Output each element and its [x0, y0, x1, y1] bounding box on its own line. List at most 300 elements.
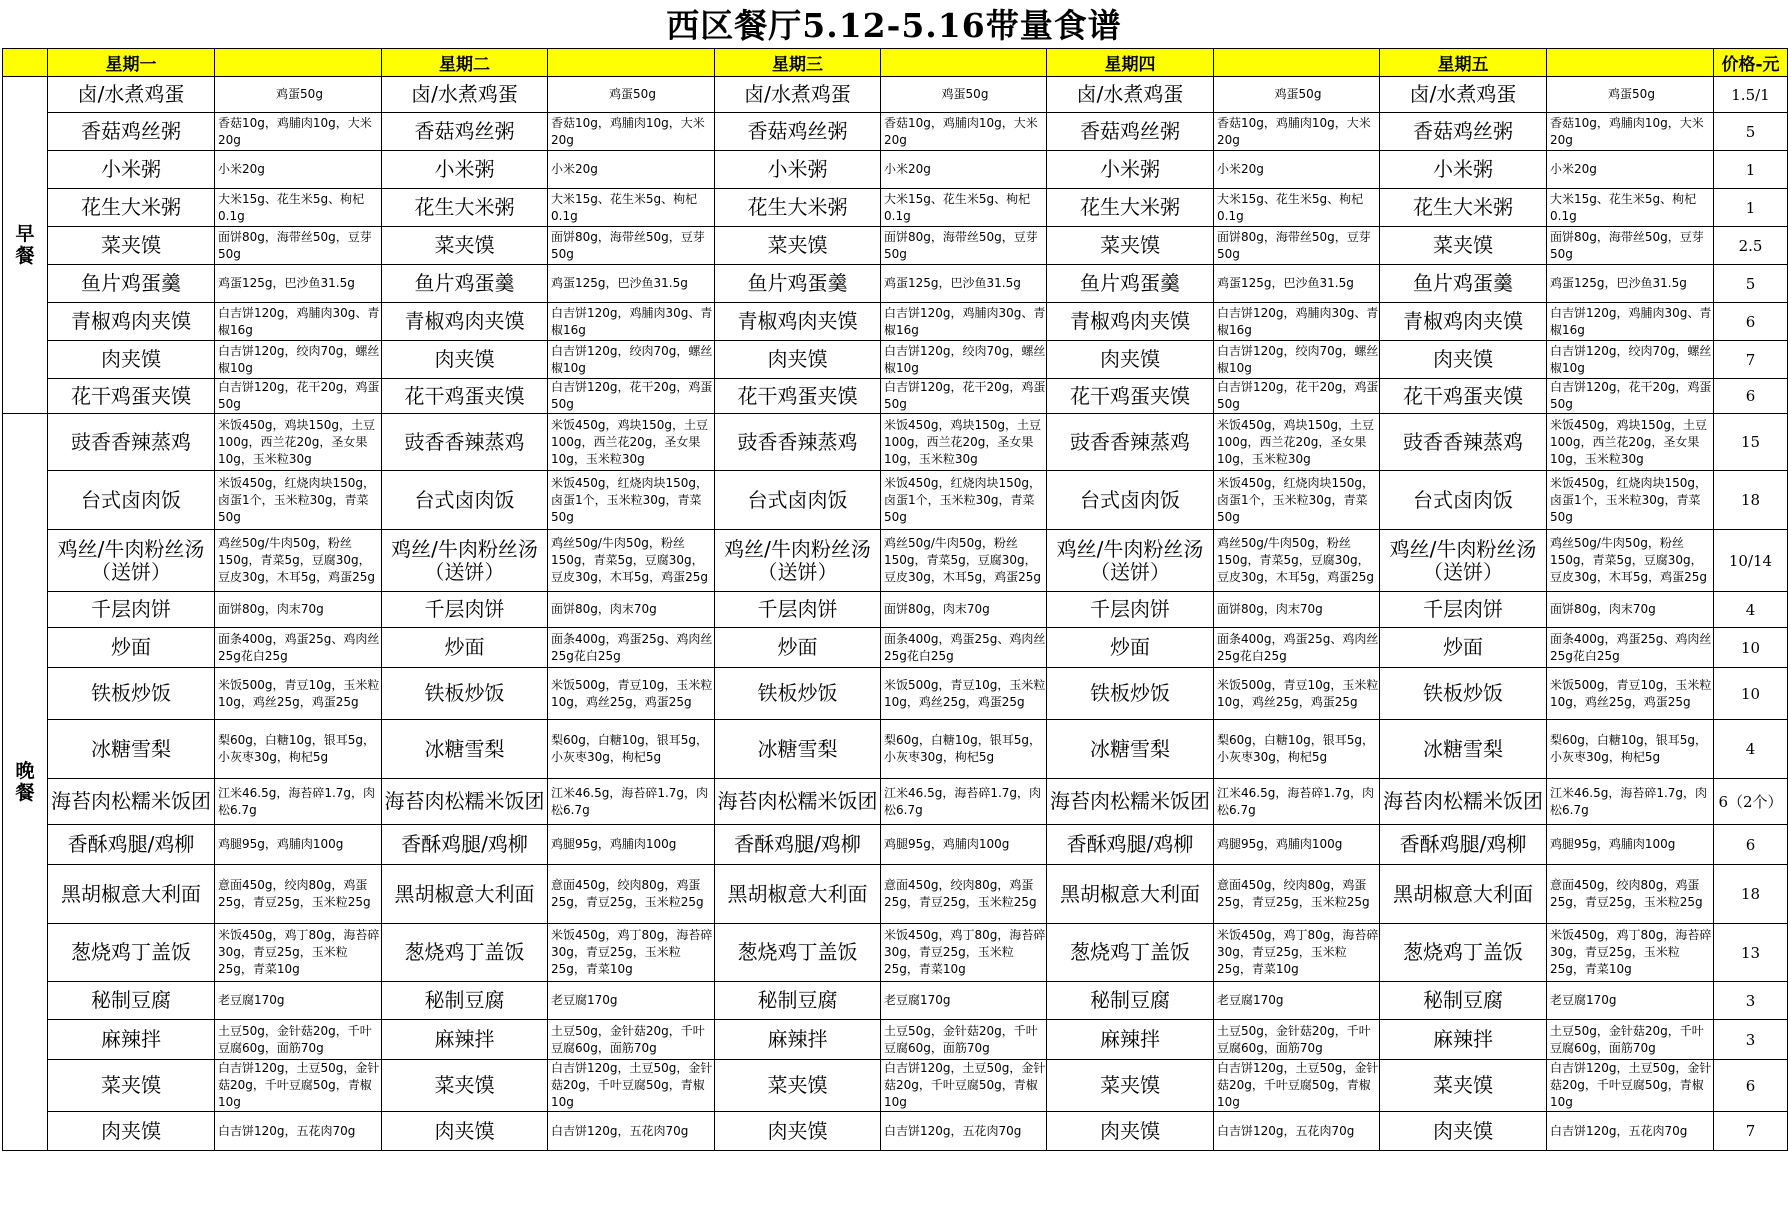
ingredient-cell[interactable]: 白吉饼120g，土豆50g，金针菇20g，千叶豆腐50g，青椒10g: [881, 1060, 1047, 1112]
dish-cell[interactable]: 香酥鸡腿/鸡柳: [715, 825, 881, 865]
menu-row: [3, 530, 1788, 592]
dish-cell[interactable]: 小米粥: [48, 151, 215, 189]
ingredient-cell[interactable]: 小米20g: [1547, 151, 1714, 189]
menu-row: [3, 924, 1788, 982]
dish-cell[interactable]: 铁板炒饭: [1380, 668, 1547, 720]
menu-row: [3, 592, 1788, 628]
dish-cell[interactable]: 黑胡椒意大利面: [382, 865, 548, 924]
ingredient-cell[interactable]: 白吉饼120g，五花肉70g: [548, 1112, 715, 1151]
ingredient-cell[interactable]: 大米15g、花生米5g、枸杞0.1g: [1547, 189, 1714, 227]
ingredient-cell[interactable]: 白吉饼120g，五花肉70g: [215, 1112, 382, 1151]
header-ingredient-cell[interactable]: [548, 49, 715, 77]
dish-cell[interactable]: 花生大米粥: [382, 189, 548, 227]
ingredient-cell[interactable]: 鸡腿95g，鸡脯肉100g: [1547, 825, 1714, 865]
dish-cell[interactable]: 海苔肉松糯米饭团: [48, 779, 215, 825]
ingredient-cell[interactable]: 鸡蛋50g: [215, 77, 382, 113]
ingredient-cell[interactable]: 白吉饼120g，绞肉70g，螺丝椒10g: [548, 341, 715, 379]
ingredient-cell[interactable]: 米饭450g，红烧肉块150g，卤蛋1个，玉米粒30g，青菜50g: [881, 471, 1047, 530]
ingredient-cell[interactable]: 小米20g: [881, 151, 1047, 189]
dish-cell[interactable]: 菜夹馍: [715, 227, 881, 265]
dish-cell[interactable]: 香酥鸡腿/鸡柳: [1047, 825, 1214, 865]
ingredient-cell[interactable]: 意面450g，绞肉80g，鸡蛋25g，青豆25g，玉米粒25g: [548, 865, 715, 924]
price-cell[interactable]: 5: [1714, 265, 1788, 303]
ingredient-cell[interactable]: 白吉饼120g，绞肉70g，螺丝椒10g: [215, 341, 382, 379]
dish-cell[interactable]: 黑胡椒意大利面: [715, 865, 881, 924]
ingredient-cell[interactable]: 鸡蛋125g，巴沙鱼31.5g: [881, 265, 1047, 303]
ingredient-cell[interactable]: 意面450g，绞肉80g，鸡蛋25g，青豆25g，玉米粒25g: [215, 865, 382, 924]
price-cell[interactable]: 3: [1714, 1020, 1788, 1060]
ingredient-cell[interactable]: 白吉饼120g，鸡脯肉30g、青椒16g: [215, 303, 382, 341]
price-cell[interactable]: 6: [1714, 379, 1788, 414]
dish-cell[interactable]: 葱烧鸡丁盖饭: [1380, 924, 1547, 982]
ingredient-cell[interactable]: 香菇10g，鸡脯肉10g，大米20g: [548, 113, 715, 151]
price-cell[interactable]: 7: [1714, 341, 1788, 379]
dish-cell[interactable]: 黑胡椒意大利面: [1380, 865, 1547, 924]
ingredient-cell[interactable]: 白吉饼120g，花干20g，鸡蛋50g: [215, 379, 382, 414]
dish-cell[interactable]: 秘制豆腐: [715, 982, 881, 1020]
price-cell[interactable]: 18: [1714, 471, 1788, 530]
ingredient-cell[interactable]: 米饭450g，鸡丁80g，海苔碎30g，青豆25g，玉米粒25g，青菜10g: [1547, 924, 1714, 982]
ingredient-cell[interactable]: 鸡蛋125g，巴沙鱼31.5g: [215, 265, 382, 303]
dish-cell[interactable]: 青椒鸡肉夹馍: [1047, 303, 1214, 341]
dish-cell[interactable]: 海苔肉松糯米饭团: [1380, 779, 1547, 825]
dish-cell[interactable]: 肉夹馍: [1047, 341, 1214, 379]
ingredient-cell[interactable]: 老豆腐170g: [1547, 982, 1714, 1020]
ingredient-cell[interactable]: 面饼80g，肉末70g: [1547, 592, 1714, 628]
meal-label-breakfast[interactable]: [3, 77, 48, 414]
price-cell[interactable]: 10: [1714, 628, 1788, 668]
ingredient-cell[interactable]: 鸡丝50g/牛肉50g，粉丝150g，青菜5g，豆腐30g，豆皮30g，木耳5g，鸡蛋25g: [215, 530, 382, 592]
dish-cell[interactable]: 鸡丝/牛肉粉丝汤（送饼）: [48, 530, 215, 592]
ingredient-cell[interactable]: 梨60g，白糖10g，银耳5g，小灰枣30g，枸杞5g: [215, 720, 382, 779]
ingredient-cell[interactable]: 鸡腿95g，鸡脯肉100g: [548, 825, 715, 865]
ingredient-cell[interactable]: 白吉饼120g，五花肉70g: [1547, 1112, 1714, 1151]
dish-cell[interactable]: 小米粥: [715, 151, 881, 189]
meal-label-char: 晚: [15, 760, 35, 782]
dish-cell[interactable]: 香酥鸡腿/鸡柳: [382, 825, 548, 865]
ingredient-cell[interactable]: 梨60g，白糖10g，银耳5g，小灰枣30g，枸杞5g: [881, 720, 1047, 779]
ingredient-cell[interactable]: 米饭450g，鸡块150g，土豆100g，西兰花20g，圣女果10g，玉米粒30g: [548, 414, 715, 471]
ingredient-cell[interactable]: 米饭450g，鸡丁80g，海苔碎30g，青豆25g，玉米粒25g，青菜10g: [215, 924, 382, 982]
dish-cell[interactable]: 千层肉饼: [1380, 592, 1547, 628]
menu-row: [3, 341, 1788, 379]
ingredient-cell[interactable]: 面条400g，鸡蛋25g、鸡肉丝25g花白25g: [215, 628, 382, 668]
ingredient-cell[interactable]: 香菇10g，鸡脯肉10g，大米20g: [1547, 113, 1714, 151]
dish-cell[interactable]: 葱烧鸡丁盖饭: [48, 924, 215, 982]
dish-cell[interactable]: 台式卤肉饭: [1047, 471, 1214, 530]
dish-cell[interactable]: 花干鸡蛋夹馍: [715, 379, 881, 414]
meal-label-char: 餐: [15, 782, 35, 804]
dish-cell[interactable]: 菜夹馍: [48, 227, 215, 265]
menu-row: [3, 303, 1788, 341]
dish-cell[interactable]: 葱烧鸡丁盖饭: [715, 924, 881, 982]
ingredient-cell[interactable]: 白吉饼120g，花干20g，鸡蛋50g: [1214, 379, 1380, 414]
dish-cell[interactable]: 肉夹馍: [1380, 1112, 1547, 1151]
dish-cell[interactable]: 炒面: [48, 628, 215, 668]
ingredient-cell[interactable]: 梨60g，白糖10g，银耳5g，小灰枣30g，枸杞5g: [548, 720, 715, 779]
ingredient-cell[interactable]: 面条400g，鸡蛋25g、鸡肉丝25g花白25g: [548, 628, 715, 668]
meal-label-char: 餐: [15, 245, 35, 267]
ingredient-cell[interactable]: 老豆腐170g: [881, 982, 1047, 1020]
dish-cell[interactable]: 铁板炒饭: [382, 668, 548, 720]
dish-cell[interactable]: 黑胡椒意大利面: [48, 865, 215, 924]
price-cell[interactable]: 18: [1714, 865, 1788, 924]
dish-cell[interactable]: 鱼片鸡蛋羹: [715, 265, 881, 303]
ingredient-cell[interactable]: 白吉饼120g，花干20g，鸡蛋50g: [548, 379, 715, 414]
dish-cell[interactable]: 香菇鸡丝粥: [1047, 113, 1214, 151]
dish-cell[interactable]: 肉夹馍: [48, 341, 215, 379]
ingredient-cell[interactable]: 江米46.5g，海苔碎1.7g，肉松6.7g: [215, 779, 382, 825]
price-cell[interactable]: 10/14: [1714, 530, 1788, 592]
dish-cell[interactable]: 豉香香辣蒸鸡: [1380, 414, 1547, 471]
dish-cell[interactable]: 豉香香辣蒸鸡: [382, 414, 548, 471]
dish-cell[interactable]: 花干鸡蛋夹馍: [1047, 379, 1214, 414]
dish-cell[interactable]: 海苔肉松糯米饭团: [715, 779, 881, 825]
dish-cell[interactable]: 冰糖雪梨: [48, 720, 215, 779]
dish-cell[interactable]: 葱烧鸡丁盖饭: [1047, 924, 1214, 982]
ingredient-cell[interactable]: 鸡丝50g/牛肉50g，粉丝150g，青菜5g，豆腐30g，豆皮30g，木耳5g，鸡蛋25g: [881, 530, 1047, 592]
menu-row: [3, 1020, 1788, 1060]
menu-title: 西区餐厅5.12-5.16带量食谱: [666, 5, 1122, 45]
dish-cell[interactable]: 菜夹馍: [48, 1060, 215, 1112]
ingredient-cell[interactable]: 大米15g、花生米5g、枸杞0.1g: [1214, 189, 1380, 227]
ingredient-cell[interactable]: 面饼80g，海带丝50g，豆芽50g: [548, 227, 715, 265]
ingredient-cell[interactable]: 面饼80g，海带丝50g，豆芽50g: [1214, 227, 1380, 265]
ingredient-cell[interactable]: 白吉饼120g，土豆50g，金针菇20g，千叶豆腐50g，青椒10g: [1547, 1060, 1714, 1112]
dish-cell[interactable]: 冰糖雪梨: [1047, 720, 1214, 779]
ingredient-cell[interactable]: 米饭500g，青豆10g，玉米粒10g，鸡丝25g，鸡蛋25g: [215, 668, 382, 720]
ingredient-cell[interactable]: 土豆50g，金针菇20g，千叶豆腐60g，面筋70g: [215, 1020, 382, 1060]
ingredient-cell[interactable]: 米饭450g，红烧肉块150g，卤蛋1个，玉米粒30g，青菜50g: [1214, 471, 1380, 530]
ingredient-cell[interactable]: 鸡丝50g/牛肉50g，粉丝150g，青菜5g，豆腐30g，豆皮30g，木耳5g，鸡蛋25g: [1547, 530, 1714, 592]
ingredient-cell[interactable]: 小米20g: [1214, 151, 1380, 189]
dish-cell[interactable]: 冰糖雪梨: [1380, 720, 1547, 779]
dish-cell[interactable]: 肉夹馍: [382, 341, 548, 379]
ingredient-cell[interactable]: 鸡蛋50g: [1547, 77, 1714, 113]
dish-cell[interactable]: 卤/水煮鸡蛋: [1047, 77, 1214, 113]
ingredient-cell[interactable]: 意面450g，绞肉80g，鸡蛋25g，青豆25g，玉米粒25g: [1547, 865, 1714, 924]
header-price-cell[interactable]: 价格-元: [1714, 49, 1788, 77]
dish-cell[interactable]: 台式卤肉饭: [1380, 471, 1547, 530]
ingredient-cell[interactable]: 鸡腿95g，鸡脯肉100g: [881, 825, 1047, 865]
dish-cell[interactable]: 黑胡椒意大利面: [1047, 865, 1214, 924]
ingredient-cell[interactable]: 白吉饼120g，五花肉70g: [1214, 1112, 1380, 1151]
ingredient-cell[interactable]: 白吉饼120g，绞肉70g，螺丝椒10g: [1547, 341, 1714, 379]
menu-row: [3, 825, 1788, 865]
price-cell[interactable]: 15: [1714, 414, 1788, 471]
dish-cell[interactable]: 菜夹馍: [382, 227, 548, 265]
dish-cell[interactable]: 豉香香辣蒸鸡: [1047, 414, 1214, 471]
dish-cell[interactable]: 麻辣拌: [1380, 1020, 1547, 1060]
ingredient-cell[interactable]: 米饭450g，鸡丁80g，海苔碎30g，青豆25g，玉米粒25g，青菜10g: [548, 924, 715, 982]
ingredient-cell[interactable]: 土豆50g，金针菇20g，千叶豆腐60g，面筋70g: [1547, 1020, 1714, 1060]
dish-cell[interactable]: 小米粥: [382, 151, 548, 189]
ingredient-cell[interactable]: 面饼80g，海带丝50g，豆芽50g: [881, 227, 1047, 265]
price-cell[interactable]: 6: [1714, 825, 1788, 865]
dish-cell[interactable]: 秘制豆腐: [1380, 982, 1547, 1020]
dish-cell[interactable]: 小米粥: [1380, 151, 1547, 189]
ingredient-cell[interactable]: 鸡蛋50g: [548, 77, 715, 113]
dish-cell[interactable]: 花干鸡蛋夹馍: [1380, 379, 1547, 414]
dish-cell[interactable]: 台式卤肉饭: [48, 471, 215, 530]
dish-cell[interactable]: 麻辣拌: [1047, 1020, 1214, 1060]
dish-cell[interactable]: 菜夹馍: [1380, 227, 1547, 265]
dish-cell[interactable]: 台式卤肉饭: [715, 471, 881, 530]
ingredient-cell[interactable]: 鸡丝50g/牛肉50g，粉丝150g，青菜5g，豆腐30g，豆皮30g，木耳5g，鸡蛋25g: [548, 530, 715, 592]
ingredient-cell[interactable]: 鸡腿95g，鸡脯肉100g: [215, 825, 382, 865]
price-cell[interactable]: 1: [1714, 189, 1788, 227]
dish-cell[interactable]: 青椒鸡肉夹馍: [715, 303, 881, 341]
ingredient-cell[interactable]: 白吉饼120g，鸡脯肉30g、青椒16g: [1214, 303, 1380, 341]
ingredient-cell[interactable]: 白吉饼120g，鸡脯肉30g、青椒16g: [1547, 303, 1714, 341]
dish-cell[interactable]: 卤/水煮鸡蛋: [1380, 77, 1547, 113]
ingredient-cell[interactable]: 意面450g，绞肉80g，鸡蛋25g，青豆25g，玉米粒25g: [1214, 865, 1380, 924]
price-cell[interactable]: 4: [1714, 720, 1788, 779]
menu-row: [3, 265, 1788, 303]
header-corner-cell[interactable]: [3, 49, 48, 77]
ingredient-cell[interactable]: 面饼80g，肉末70g: [881, 592, 1047, 628]
menu-row: [3, 720, 1788, 779]
ingredient-cell[interactable]: 土豆50g，金针菇20g，千叶豆腐60g，面筋70g: [881, 1020, 1047, 1060]
price-cell[interactable]: 1.5/1: [1714, 77, 1788, 113]
dish-cell[interactable]: 秘制豆腐: [1047, 982, 1214, 1020]
dish-cell[interactable]: 菜夹馍: [1380, 1060, 1547, 1112]
menu-row: [3, 1112, 1788, 1151]
ingredient-cell[interactable]: 梨60g，白糖10g，银耳5g，小灰枣30g，枸杞5g: [1214, 720, 1380, 779]
ingredient-cell[interactable]: 土豆50g，金针菇20g，千叶豆腐60g，面筋70g: [1214, 1020, 1380, 1060]
dish-cell[interactable]: 豉香香辣蒸鸡: [48, 414, 215, 471]
dish-cell[interactable]: 菜夹馍: [715, 1060, 881, 1112]
ingredient-cell[interactable]: 面条400g，鸡蛋25g、鸡肉丝25g花白25g: [881, 628, 1047, 668]
ingredient-cell[interactable]: 米饭500g，青豆10g，玉米粒10g，鸡丝25g，鸡蛋25g: [881, 668, 1047, 720]
dish-cell[interactable]: 香菇鸡丝粥: [48, 113, 215, 151]
menu-row: [3, 379, 1788, 414]
ingredient-cell[interactable]: 香菇10g，鸡脯肉10g，大米20g: [881, 113, 1047, 151]
ingredient-cell[interactable]: 老豆腐170g: [1214, 982, 1380, 1020]
dish-cell[interactable]: 炒面: [1380, 628, 1547, 668]
price-cell[interactable]: 6: [1714, 1060, 1788, 1112]
ingredient-cell[interactable]: 米饭500g，青豆10g，玉米粒10g，鸡丝25g，鸡蛋25g: [1547, 668, 1714, 720]
header-day-cell[interactable]: 星期一: [48, 49, 215, 77]
dish-cell[interactable]: 炒面: [382, 628, 548, 668]
ingredient-cell[interactable]: 面饼80g，肉末70g: [1214, 592, 1380, 628]
ingredient-cell[interactable]: 白吉饼120g，土豆50g，金针菇20g，千叶豆腐50g，青椒10g: [548, 1060, 715, 1112]
ingredient-cell[interactable]: 小米20g: [548, 151, 715, 189]
dish-cell[interactable]: 豉香香辣蒸鸡: [715, 414, 881, 471]
ingredient-cell[interactable]: 米饭450g，红烧肉块150g，卤蛋1个，玉米粒30g，青菜50g: [1547, 471, 1714, 530]
price-cell[interactable]: 1: [1714, 151, 1788, 189]
dish-cell[interactable]: 千层肉饼: [715, 592, 881, 628]
dish-cell[interactable]: 肉夹馍: [1380, 341, 1547, 379]
price-cell[interactable]: 4: [1714, 592, 1788, 628]
dish-cell[interactable]: 肉夹馍: [1047, 1112, 1214, 1151]
dish-cell[interactable]: 香酥鸡腿/鸡柳: [1380, 825, 1547, 865]
ingredient-cell[interactable]: 大米15g、花生米5g、枸杞0.1g: [215, 189, 382, 227]
menu-row: [3, 414, 1788, 471]
ingredient-cell[interactable]: 面饼80g，海带丝50g，豆芽50g: [1547, 227, 1714, 265]
dish-cell[interactable]: 麻辣拌: [382, 1020, 548, 1060]
dish-cell[interactable]: 菜夹馍: [1047, 1060, 1214, 1112]
header-day-cell[interactable]: 星期三: [715, 49, 881, 77]
header-day-cell[interactable]: 星期四: [1047, 49, 1214, 77]
dish-cell[interactable]: 秘制豆腐: [48, 982, 215, 1020]
ingredient-cell[interactable]: 米饭450g，鸡块150g，土豆100g，西兰花20g，圣女果10g，玉米粒30g: [881, 414, 1047, 471]
dish-cell[interactable]: 菜夹馍: [382, 1060, 548, 1112]
dish-cell[interactable]: 铁板炒饭: [48, 668, 215, 720]
ingredient-cell[interactable]: 米饭450g，鸡块150g，土豆100g，西兰花20g，圣女果10g，玉米粒30g: [215, 414, 382, 471]
ingredient-cell[interactable]: 米饭500g，青豆10g，玉米粒10g，鸡丝25g，鸡蛋25g: [548, 668, 715, 720]
dish-cell[interactable]: 鱼片鸡蛋羹: [382, 265, 548, 303]
dish-cell[interactable]: 青椒鸡肉夹馍: [48, 303, 215, 341]
ingredient-cell[interactable]: 白吉饼120g，鸡脯肉30g、青椒16g: [881, 303, 1047, 341]
ingredient-cell[interactable]: 梨60g，白糖10g，银耳5g，小灰枣30g，枸杞5g: [1547, 720, 1714, 779]
price-cell[interactable]: 5: [1714, 113, 1788, 151]
dish-cell[interactable]: 卤/水煮鸡蛋: [48, 77, 215, 113]
ingredient-cell[interactable]: 米饭450g，鸡丁80g，海苔碎30g，青豆25g，玉米粒25g，青菜10g: [1214, 924, 1380, 982]
dish-cell[interactable]: 肉夹馍: [715, 341, 881, 379]
ingredient-cell[interactable]: 白吉饼120g，花干20g，鸡蛋50g: [1547, 379, 1714, 414]
ingredient-cell[interactable]: 香菇10g，鸡脯肉10g，大米20g: [1214, 113, 1380, 151]
ingredient-cell[interactable]: 面饼80g，肉末70g: [215, 592, 382, 628]
header-day-cell[interactable]: 星期二: [382, 49, 548, 77]
dish-cell[interactable]: 冰糖雪梨: [382, 720, 548, 779]
dish-cell[interactable]: 卤/水煮鸡蛋: [382, 77, 548, 113]
dish-cell[interactable]: 鸡丝/牛肉粉丝汤（送饼）: [715, 530, 881, 592]
ingredient-cell[interactable]: 白吉饼120g，五花肉70g: [881, 1112, 1047, 1151]
ingredient-cell[interactable]: 面饼80g，海带丝50g，豆芽50g: [215, 227, 382, 265]
ingredient-cell[interactable]: 米饭450g，鸡丁80g，海苔碎30g，青豆25g，玉米粒25g，青菜10g: [881, 924, 1047, 982]
ingredient-cell[interactable]: 香菇10g，鸡脯肉10g，大米20g: [215, 113, 382, 151]
dish-cell[interactable]: 鱼片鸡蛋羹: [48, 265, 215, 303]
dish-cell[interactable]: 香菇鸡丝粥: [382, 113, 548, 151]
price-cell[interactable]: 10: [1714, 668, 1788, 720]
ingredient-cell[interactable]: 白吉饼120g，鸡脯肉30g、青椒16g: [548, 303, 715, 341]
ingredient-cell[interactable]: 面条400g，鸡蛋25g、鸡肉丝25g花白25g: [1214, 628, 1380, 668]
header-ingredient-cell[interactable]: [1547, 49, 1714, 77]
menu-table: [2, 48, 1788, 1151]
dish-cell[interactable]: 鸡丝/牛肉粉丝汤（送饼）: [382, 530, 548, 592]
ingredient-cell[interactable]: 米饭450g，鸡块150g，土豆100g，西兰花20g，圣女果10g，玉米粒30g: [1214, 414, 1380, 471]
ingredient-cell[interactable]: 面饼80g，肉末70g: [548, 592, 715, 628]
dish-cell[interactable]: 香菇鸡丝粥: [1380, 113, 1547, 151]
ingredient-cell[interactable]: 小米20g: [215, 151, 382, 189]
price-cell[interactable]: 2.5: [1714, 227, 1788, 265]
dish-cell[interactable]: 秘制豆腐: [382, 982, 548, 1020]
ingredient-cell[interactable]: 米饭450g，红烧肉块150g，卤蛋1个，玉米粒30g，青菜50g: [215, 471, 382, 530]
ingredient-cell[interactable]: 鸡丝50g/牛肉50g，粉丝150g，青菜5g，豆腐30g，豆皮30g，木耳5g，鸡蛋25g: [1214, 530, 1380, 592]
dish-cell[interactable]: 卤/水煮鸡蛋: [715, 77, 881, 113]
dish-cell[interactable]: 肉夹馍: [48, 1112, 215, 1151]
dish-cell[interactable]: 花干鸡蛋夹馍: [48, 379, 215, 414]
dish-cell[interactable]: 香菇鸡丝粥: [715, 113, 881, 151]
header-ingredient-cell[interactable]: [1214, 49, 1380, 77]
ingredient-cell[interactable]: 鸡蛋125g，巴沙鱼31.5g: [1547, 265, 1714, 303]
menu-row: [3, 982, 1788, 1020]
ingredient-cell[interactable]: 意面450g，绞肉80g，鸡蛋25g，青豆25g，玉米粒25g: [881, 865, 1047, 924]
meal-label-dinner[interactable]: [3, 414, 48, 1151]
dish-cell[interactable]: 青椒鸡肉夹馍: [382, 303, 548, 341]
dish-cell[interactable]: 菜夹馍: [1047, 227, 1214, 265]
price-cell[interactable]: 3: [1714, 982, 1788, 1020]
dish-cell[interactable]: 海苔肉松糯米饭团: [382, 779, 548, 825]
dish-cell[interactable]: 铁板炒饭: [1047, 668, 1214, 720]
dish-cell[interactable]: 葱烧鸡丁盖饭: [382, 924, 548, 982]
ingredient-cell[interactable]: 白吉饼120g，绞肉70g，螺丝椒10g: [1214, 341, 1380, 379]
ingredient-cell[interactable]: 鸡腿95g，鸡脯肉100g: [1214, 825, 1380, 865]
dish-cell[interactable]: 鸡丝/牛肉粉丝汤（送饼）: [1047, 530, 1214, 592]
dish-cell[interactable]: 小米粥: [1047, 151, 1214, 189]
ingredient-cell[interactable]: 土豆50g，金针菇20g，千叶豆腐60g，面筋70g: [548, 1020, 715, 1060]
dish-cell[interactable]: 麻辣拌: [715, 1020, 881, 1060]
ingredient-cell[interactable]: 江米46.5g，海苔碎1.7g，肉松6.7g: [548, 779, 715, 825]
dish-cell[interactable]: 花生大米粥: [1047, 189, 1214, 227]
ingredient-cell[interactable]: 鸡蛋50g: [1214, 77, 1380, 113]
ingredient-cell[interactable]: 大米15g、花生米5g、枸杞0.1g: [548, 189, 715, 227]
price-cell[interactable]: 6（2个）: [1714, 779, 1788, 825]
dish-cell[interactable]: 千层肉饼: [382, 592, 548, 628]
header-day-cell[interactable]: 星期五: [1380, 49, 1547, 77]
ingredient-cell[interactable]: 白吉饼120g，绞肉70g，螺丝椒10g: [881, 341, 1047, 379]
menu-row: [3, 113, 1788, 151]
ingredient-cell[interactable]: 鸡蛋125g，巴沙鱼31.5g: [548, 265, 715, 303]
menu-row: [3, 471, 1788, 530]
dish-cell[interactable]: 肉夹馍: [715, 1112, 881, 1151]
ingredient-cell[interactable]: 大米15g、花生米5g、枸杞0.1g: [881, 189, 1047, 227]
price-cell[interactable]: 7: [1714, 1112, 1788, 1151]
menu-row: [3, 189, 1788, 227]
dish-cell[interactable]: 花生大米粥: [715, 189, 881, 227]
ingredient-cell[interactable]: 白吉饼120g，花干20g，鸡蛋50g: [881, 379, 1047, 414]
ingredient-cell[interactable]: 白吉饼120g，土豆50g，金针菇20g，千叶豆腐50g，青椒10g: [1214, 1060, 1380, 1112]
dish-cell[interactable]: 台式卤肉饭: [382, 471, 548, 530]
header-ingredient-cell[interactable]: [881, 49, 1047, 77]
price-cell[interactable]: 13: [1714, 924, 1788, 982]
dish-cell[interactable]: 花生大米粥: [48, 189, 215, 227]
dish-cell[interactable]: 千层肉饼: [48, 592, 215, 628]
ingredient-cell[interactable]: 老豆腐170g: [548, 982, 715, 1020]
ingredient-cell[interactable]: 白吉饼120g，土豆50g，金针菇20g，千叶豆腐50g，青椒10g: [215, 1060, 382, 1112]
dish-cell[interactable]: 青椒鸡肉夹馍: [1380, 303, 1547, 341]
ingredient-cell[interactable]: 江米46.5g，海苔碎1.7g，肉松6.7g: [881, 779, 1047, 825]
ingredient-cell[interactable]: 鸡蛋125g，巴沙鱼31.5g: [1214, 265, 1380, 303]
ingredient-cell[interactable]: 江米46.5g，海苔碎1.7g，肉松6.7g: [1214, 779, 1380, 825]
dish-cell[interactable]: 鸡丝/牛肉粉丝汤（送饼）: [1380, 530, 1547, 592]
menu-row: [3, 77, 1788, 113]
dish-cell[interactable]: 炒面: [1047, 628, 1214, 668]
dish-cell[interactable]: 冰糖雪梨: [715, 720, 881, 779]
ingredient-cell[interactable]: 老豆腐170g: [215, 982, 382, 1020]
dish-cell[interactable]: 花干鸡蛋夹馍: [382, 379, 548, 414]
ingredient-cell[interactable]: 米饭500g，青豆10g，玉米粒10g，鸡丝25g，鸡蛋25g: [1214, 668, 1380, 720]
header-ingredient-cell[interactable]: [215, 49, 382, 77]
dish-cell[interactable]: 花生大米粥: [1380, 189, 1547, 227]
dish-cell[interactable]: 肉夹馍: [382, 1112, 548, 1151]
ingredient-cell[interactable]: 米饭450g，红烧肉块150g，卤蛋1个，玉米粒30g，青菜50g: [548, 471, 715, 530]
dish-cell[interactable]: 鱼片鸡蛋羹: [1047, 265, 1214, 303]
dish-cell[interactable]: 炒面: [715, 628, 881, 668]
price-cell[interactable]: 6: [1714, 303, 1788, 341]
ingredient-cell[interactable]: 江米46.5g，海苔碎1.7g，肉松6.7g: [1547, 779, 1714, 825]
ingredient-cell[interactable]: 面条400g，鸡蛋25g、鸡肉丝25g花白25g: [1547, 628, 1714, 668]
dish-cell[interactable]: 铁板炒饭: [715, 668, 881, 720]
dish-cell[interactable]: 麻辣拌: [48, 1020, 215, 1060]
ingredient-cell[interactable]: 米饭450g，鸡块150g，土豆100g，西兰花20g，圣女果10g，玉米粒30g: [1547, 414, 1714, 471]
dish-cell[interactable]: 海苔肉松糯米饭团: [1047, 779, 1214, 825]
dish-cell[interactable]: 千层肉饼: [1047, 592, 1214, 628]
dish-cell[interactable]: 香酥鸡腿/鸡柳: [48, 825, 215, 865]
dish-cell[interactable]: 鱼片鸡蛋羹: [1380, 265, 1547, 303]
ingredient-cell[interactable]: 鸡蛋50g: [881, 77, 1047, 113]
